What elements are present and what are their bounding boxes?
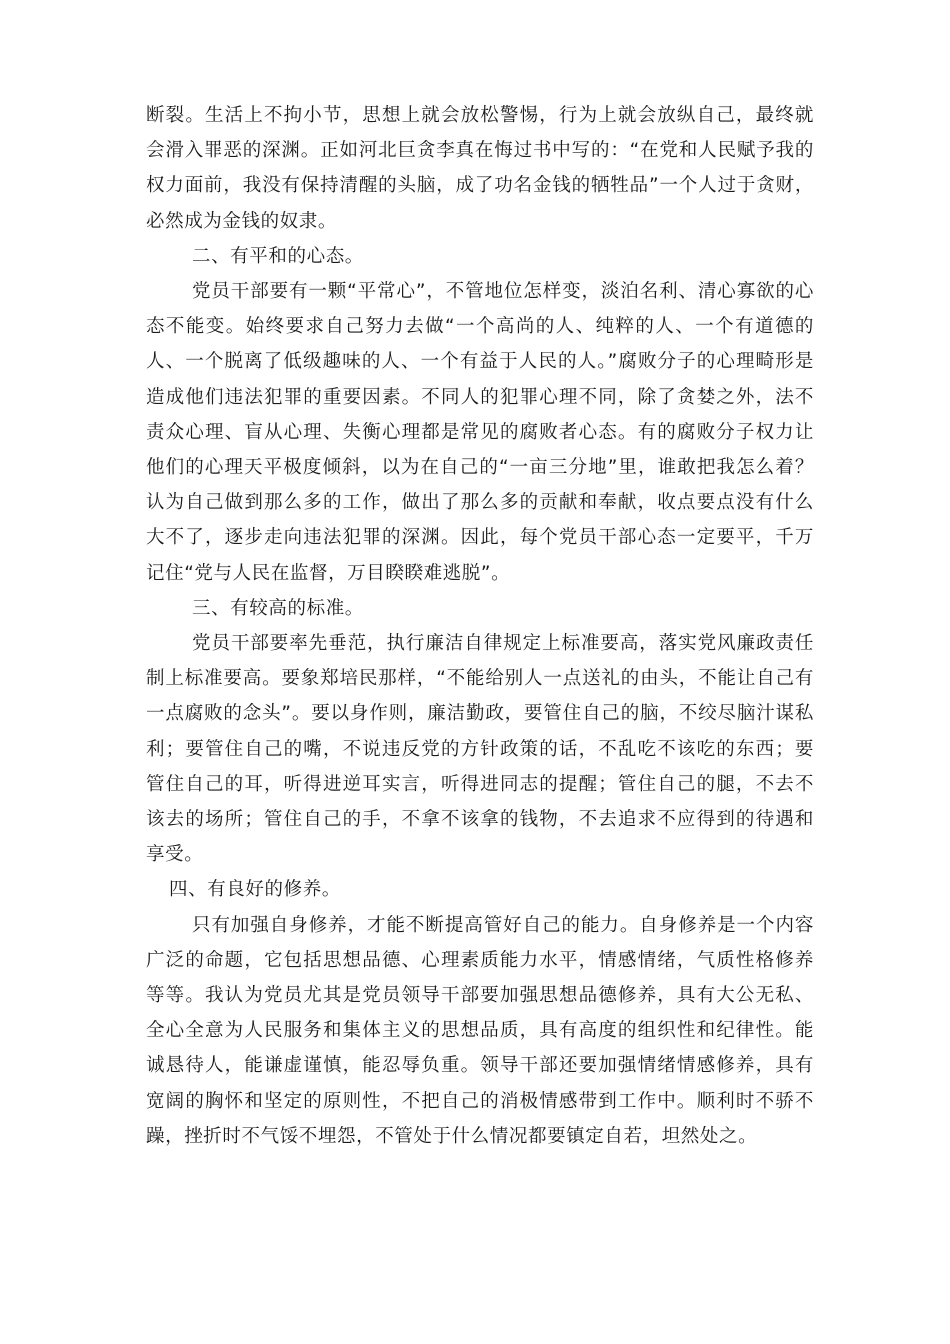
- document-body: [146, 98, 814, 1154]
- section-heading-2: 二、有平和的心态。: [192, 245, 364, 267]
- section-heading-3: 三、有较高的标准。: [192, 597, 364, 619]
- paragraph-standards: 党员干部要率先垂范，执行廉洁自律规定上标准要高，落实党风廉政责任制上标准要高。要象郑培民那样，“不能给别人一点送礼的由头，不能让自己有一点腐败的念头”。要以身作则，廉洁勤政，要管住自己的脑，不绞尽脑汁谋私利；要管住自己的嘴，不说违反党的方针政策的话，不乱吃不该吃的东西；要管住自己的耳，听得进逆耳实言，听得进同志的提醒；管住自己的腿，不去不该去的场所；管住自己的手，不拿不该拿的钱物，不去追求不应得到的待遇和享受。: [146, 633, 814, 866]
- paragraph-cultivation: 只有加强自身修养，才能不断提高管好自己的能力。自身修养是一个内容广泛的命题，它包括思想品德、心理素质能力水平，情感情绪，气质性格修养等等。我认为党员尤其是党员领导干部要加强思想品德修养，具有大公无私、全心全意为人民服务和集体主义的思想品质，具有高度的组织性和纪律性。能诚恳待人，能谦虚谨慎，能忍辱负重。领导干部还要加强情绪情感修养，具有宽阔的胸怀和坚定的原则性，不把自己的消极情感带到工作中。顺利时不骄不躁，挫折时不气馁不埋怨，不管处于什么情况都要镇定自若，坦然处之。: [146, 914, 814, 1147]
- paragraph-mindset: 党员干部要有一颗“平常心”，不管地位怎样变，淡泊名利、清心寡欲的心态不能变。始终要求自己努力去做“一个高尚的人、纯粹的人、一个有道德的人、一个脱离了低级趣味的人、一个有益于人民的人。”腐败分子的心理畸形是造成他们违法犯罪的重要因素。不同人的犯罪心理不同，除了贪婪之外，法不责众心理、盲从心理、失衡心理都是常见的腐败者心态。有的腐败分子权力让他们的心理天平极度倾斜，以为在自己的“一亩三分地”里，谁敢把我怎么着？认为自己做到那么多的工作，做出了那么多的贡献和奉献，收点要点没有什么大不了，逐步走向违法犯罪的深渊。因此，每个党员干部心态一定要平，千万记住“党与人民在监督，万目睽睽难逃脱”。: [146, 281, 814, 584]
- section-heading-4: 四、有良好的修养。: [169, 879, 341, 901]
- paragraph-continuation: 断裂。生活上不拘小节，思想上就会放松警惕，行为上就会放纵自己，最终就会滑入罪恶的深渊。正如河北巨贪李真在悔过书中写的：“在党和人民赋予我的权力面前，我没有保持清醒的头脑，成了功名金钱的牺牲品”一个人过于贪财，必然成为金钱的奴隶。: [146, 105, 814, 232]
